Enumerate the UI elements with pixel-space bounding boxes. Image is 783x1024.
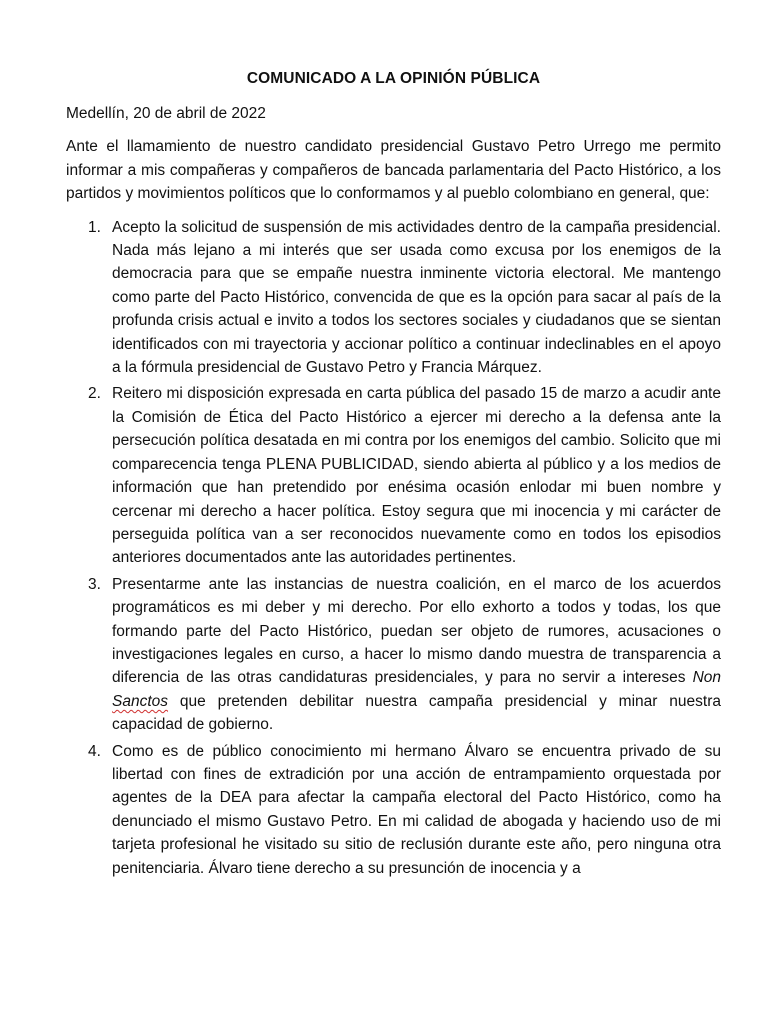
- list-item-text-end: que pretenden debilitar nuestra campaña presidencial y minar nuestra capacidad de gobierno.: [112, 692, 721, 734]
- list-item: [88, 740, 721, 880]
- list-item: [88, 216, 721, 380]
- list-item-number: 1.: [88, 218, 101, 236]
- list-item-text: Como es de público conocimiento mi hermano Álvaro se encuentra privado de su libertad con fines de extradición por una acción de entrampamiento orquestada por agentes de la DEA para afectar la campaña electoral del Pacto Histórico, como ha denunciado el mismo Gustavo Petro. En mi calidad de abogada y haciendo uso de mi tarjeta profesional he visitado su sitio de reclusión durante este año, pero ninguna otra penitenciaria. Álvaro tiene derecho a su presunción de inocencia y a: [112, 742, 721, 877]
- document-title: COMUNICADO A LA OPINIÓN PÚBLICA: [246, 70, 541, 87]
- numbered-list: [66, 216, 721, 880]
- intro-paragraph: Ante el llamamiento de nuestro candidato presidencial Gustavo Petro Urrego me permito informar a mis compañeras y compañeros de bancada parlamentaria del Pacto Histórico, a los partidos y movimientos políticos que lo conformamos y al pueblo colombiano en general, que:: [66, 138, 721, 203]
- list-item-text: Reitero mi disposición expresada en carta pública del pasado 15 de marzo a acudir ante la Comisión de Ética del Pacto Histórico a ejercer mi derecho a la defensa ante la persecución política desatada en mi contra por los enemigos del cambio. Solicito que mi comparecencia tenga PLENA PUBLICIDAD, siendo abierta al público y a los medios de información que han pretendido por enésima ocasión enlodar mi buen nombre y cercenar mi derecho a hacer política. Estoy segura que mi inocencia y mi carácter de perseguida política van a ser reconocidos nuevamente como en todos los episodios anteriores documentados ante las autoridades pertinentes.: [112, 385, 721, 567]
- list-item: [88, 573, 721, 737]
- list-item-number: 3.: [88, 575, 101, 593]
- emphasis-sanctos: Sanctos: [112, 692, 169, 710]
- emphasis-non: Non: [692, 669, 721, 687]
- list-item-text: Acepto la solicitud de suspensión de mis actividades dentro de la campaña presidencial. Nada más lejano a mi interés que ser usada como excusa por los enemigos de la democracia para que se empañe nuestra inminente victoria electoral. Me mantengo como parte del Pacto Histórico, convencida de que es la opción para sacar al país de la profunda crisis actual e invito a todos los sectores sociales y ciudadanos que se sientan identificados con mi trayectoria y accionar político a continuar indeclinables en el apoyo a la fórmula presidencial de Gustavo Petro y Francia Márquez.: [112, 218, 721, 377]
- list-item-number: 2.: [88, 385, 101, 403]
- list-item-number: 4.: [88, 742, 101, 760]
- list-item-text: Presentarme ante las instancias de nuestra coalición, en el marco de los acuerdos programáticos es mi deber y mi derecho. Por ello exhorto a todos y todas, los que formando parte del Pacto Histórico, puedan ser objeto de rumores, acusaciones o investigaciones legales en curso, a hacer lo mismo dando muestra de transparencia a diferencia de las otras candidaturas presidenciales, y para no servir a intereses: [112, 575, 721, 687]
- document-date: Medellín, 20 de abril de 2022: [66, 105, 266, 122]
- list-item: [88, 382, 721, 569]
